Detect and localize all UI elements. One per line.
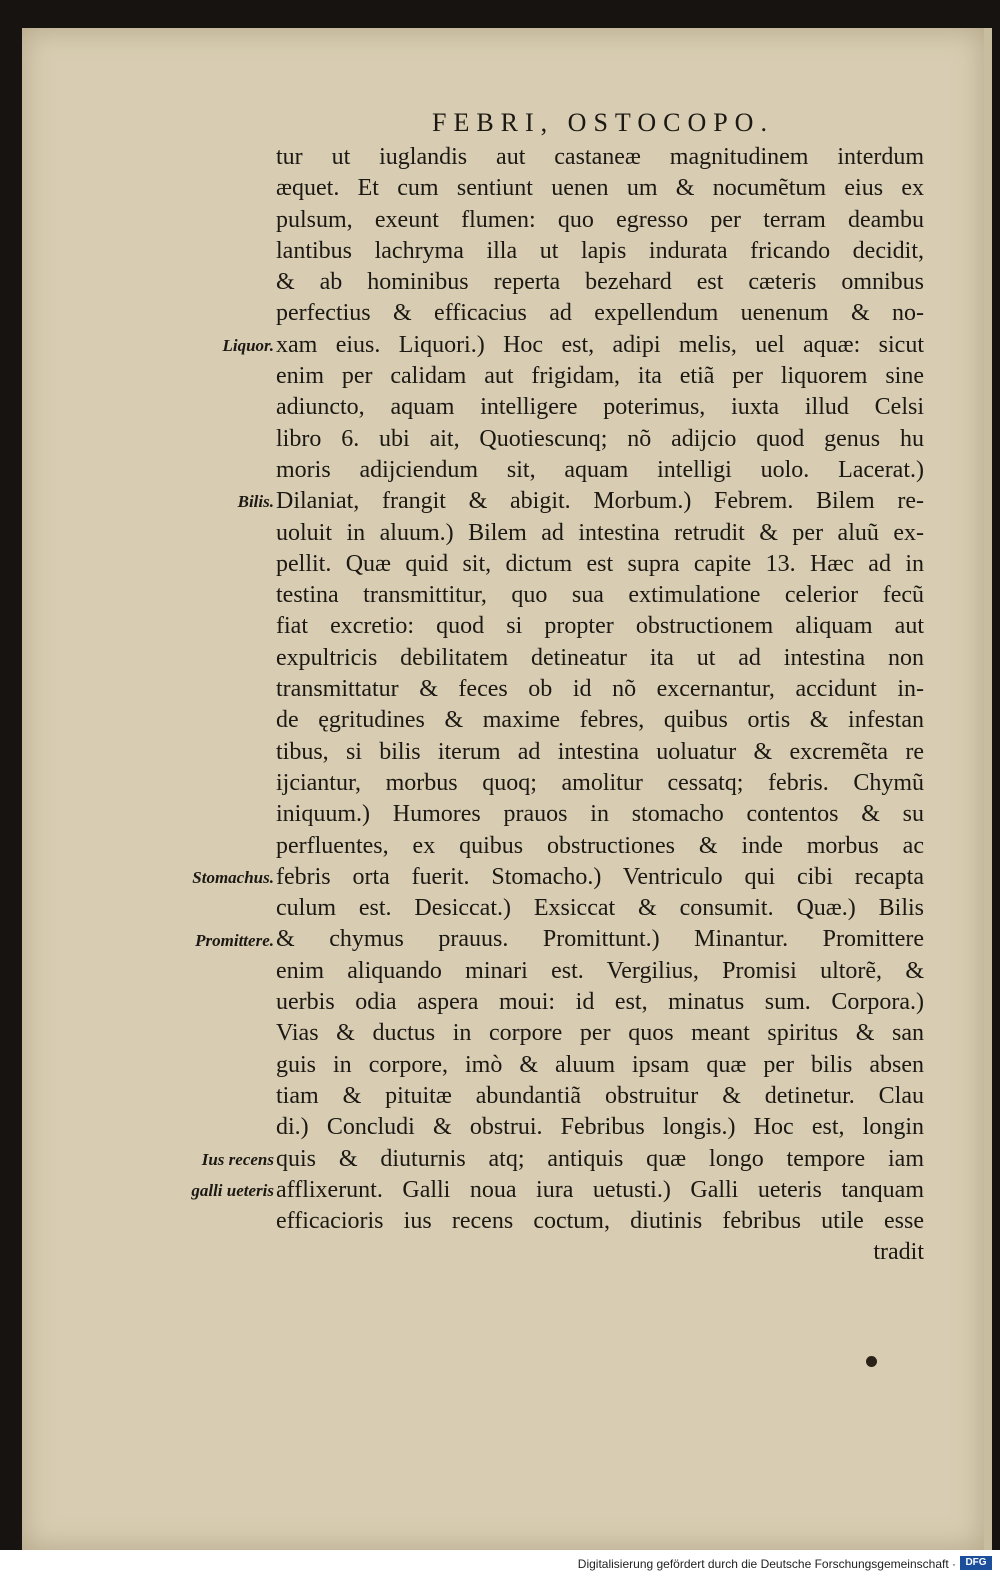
text-line: guis in corpore, imò & aluum ipsam quæ per bilis absen bbox=[276, 1051, 924, 1078]
page-edge bbox=[984, 28, 992, 1550]
text-line: tiam & pituitæ abundantiã obstruitur & detinetur. Clau bbox=[276, 1082, 924, 1109]
text-line: tibus, si bilis iterum ad intestina uoluatur & excremẽta re bbox=[276, 738, 924, 765]
text-line: libro 6. ubi ait, Quotiescunq; nõ adijcio quod genus hu bbox=[276, 425, 924, 452]
margin-note: Ius recens bbox=[201, 1149, 274, 1169]
text-line: tur ut iuglandis aut castaneæ magnitudinem interdum bbox=[276, 144, 924, 170]
text-line: Dilaniat, frangit & abigit. Morbum.) Febrem. Bilem re- bbox=[276, 488, 924, 515]
text-line: & chymus prauus. Promittunt.) Minantur. Promittere bbox=[276, 926, 924, 953]
text-line: adiuncto, aquam intelligere poterimus, iuxta illud Celsi bbox=[276, 394, 924, 421]
text-line: afflixerunt. Galli noua iura uetusti.) Galli ueteris tanquam bbox=[276, 1176, 924, 1203]
text-line: de ęgritudines & maxime febres, quibus ortis & infestan bbox=[276, 707, 924, 734]
text-line: Vias & ductus in corpore per quos meant spiritus & san bbox=[276, 1020, 924, 1047]
digitization-footer bbox=[0, 1550, 1000, 1577]
margin-note: galli ueteris bbox=[191, 1180, 274, 1200]
text-line: fiat excretio: quod si propter obstructionem aliquam aut bbox=[276, 613, 924, 640]
margin-note: Bilis. bbox=[237, 492, 274, 512]
dfg-logo: DFG bbox=[960, 1556, 992, 1570]
text-line: febris orta fuerit. Stomacho.) Ventriculo qui cibi recapta bbox=[276, 863, 924, 890]
margin-note: Stomachus. bbox=[192, 867, 274, 887]
text-line: uoluit in aluum.) Bilem ad intestina retrudit & per aluũ ex- bbox=[276, 519, 924, 546]
funding-credit: Digitalisierung gefördert durch die Deutsche Forschungsgemeinschaft · bbox=[577, 1557, 956, 1571]
text-line: quis & diuturnis atq; antiquis quæ longo tempore iam bbox=[276, 1145, 924, 1172]
text-line: uerbis odia aspera moui: id est, minatus sum. Corpora.) bbox=[276, 989, 924, 1016]
text-line: moris adijciendum sit, aquam intelligi uolo. Lacerat.) bbox=[276, 456, 924, 483]
text-line: pellit. Quæ quid sit, dictum est supra capite 13. Hæc ad in bbox=[276, 550, 924, 577]
text-line: perfluentes, ex quibus obstructiones & inde morbus ac bbox=[276, 832, 924, 859]
margin-note: Promittere. bbox=[195, 930, 274, 950]
text-line: perfectius & efficacius ad expellendum uenenum & no- bbox=[276, 300, 924, 327]
text-line: transmittatur & feces ob id nõ excernantur, accidunt in- bbox=[276, 676, 924, 703]
text-line: enim aliquando minari est. Vergilius, Promisi ultorẽ, & bbox=[276, 957, 924, 984]
text-line: xam eius. Liquori.) Hoc est, adipi melis, uel aquæ: sicut bbox=[276, 331, 924, 358]
text-line: & ab hominibus reperta bezehard est cæteris omnibus bbox=[276, 269, 924, 296]
margin-note: Liquor. bbox=[222, 335, 274, 355]
text-line: di.) Concludi & obstrui. Febribus longis.) Hoc est, longin bbox=[276, 1114, 924, 1141]
text-line: æquet. Et cum sentiunt uenen um & nocumẽtum eius ex bbox=[276, 175, 924, 202]
text-line: culum est. Desiccat.) Exsiccat & consumit. Quæ.) Bilis bbox=[276, 895, 924, 922]
text-line: lantibus lachryma illa ut lapis indurata fricando decidit, bbox=[276, 237, 924, 264]
text-line: testina transmittitur, quo sua extimulatione celerior fecũ bbox=[276, 582, 924, 609]
text-line: tradit bbox=[873, 1239, 924, 1266]
running-header: FEBRI, OSTOCOPO. bbox=[432, 108, 774, 137]
text-line: pulsum, exeunt flumen: quo egresso per terram deambu bbox=[276, 206, 924, 233]
text-line: efficacioris ius recens coctum, diutinis febribus utile esse bbox=[276, 1208, 924, 1235]
body-text bbox=[276, 142, 924, 1269]
text-line: ijciantur, morbus quoq; amolitur cessatq; febris. Chymũ bbox=[276, 769, 924, 796]
ink-spot bbox=[866, 1356, 877, 1367]
text-line: iniquum.) Humores prauos in stomacho contentos & su bbox=[276, 801, 924, 828]
text-line: expultricis debilitatem detineatur ita ut ad intestina non bbox=[276, 644, 924, 671]
text-line: enim per calidam aut frigidam, ita etiã per liquorem sine bbox=[276, 363, 924, 390]
